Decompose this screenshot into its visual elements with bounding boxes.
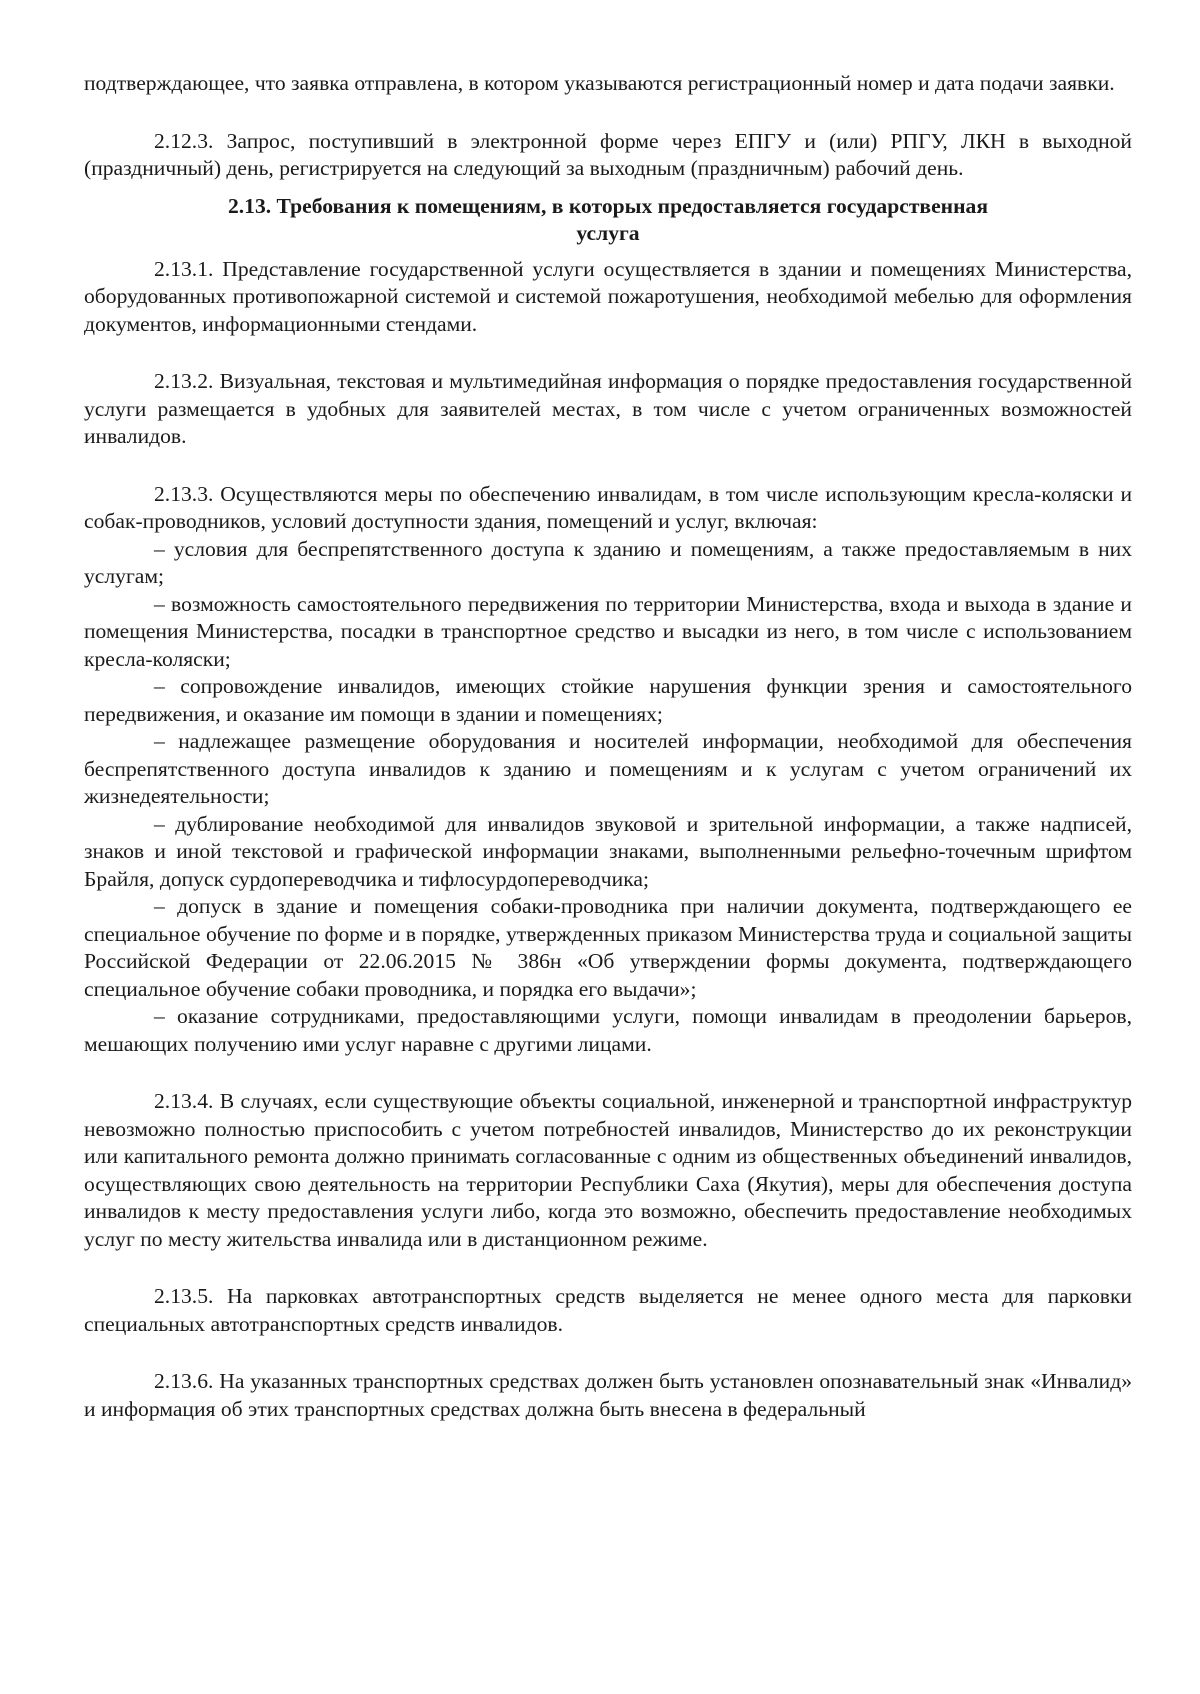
list-item: – дублирование необходимой для инвалидов звуковой и зрительной информации, а также надписей, знаков и иной текстовой и графической информации знаками, выполненными рельефно-точечным шрифтом Брайля, допуск сурдопереводчика и тифлосурдопереводчика; <box>84 811 1132 891</box>
paragraph-intro: подтверждающее, что заявка отправлена, в котором указываются регистрационный номер и дата подачи заявки. <box>84 71 1115 95</box>
section-heading-line-2: услуга <box>576 221 640 245</box>
paragraph-2-13-6: 2.13.6. На указанных транспортных средствах должен быть установлен опознавательный знак «Инвалид» и информация об этих транспортных средствах должна быть внесена в федеральный <box>84 1369 1132 1421</box>
list-item: – возможность самостоятельного передвижения по территории Министерства, входа и выхода в здание и помещения Министерства, посадки в транспортное средство и высадки из него, в том числе с использованием кресла-коляски; <box>84 591 1132 671</box>
paragraph-2-13-3: 2.13.3. Осуществляются меры по обеспечению инвалидам, в том числе использующим кресла-коляски и собак-проводников, условий доступности здания, помещений и услуг, включая: <box>84 481 1132 533</box>
paragraph-2-13-4: 2.13.4. В случаях, если существующие объекты социальной, инженерной и транспортной инфраструктур невозможно полностью приспособить с учетом потребностей инвалидов, Министерство до их реконструкции или капитального ремонта должно принимать согласованные с одним из общественных объединений инвалидов, осуществляющих свою деятельность на территории Республики Саха (Якутия), меры для обеспечения доступа инвалидов к месту предоставления услуги либо, когда это возможно, обеспечить предоставление необходимых услуг по месту жительства инвалида или в дистанционном режиме. <box>84 1089 1132 1251</box>
paragraph-2-12-3: 2.12.3. Запрос, поступивший в электронной форме через ЕПГУ и (или) РПГУ, ЛКН в выходной (праздничный) день, регистрируется на следующий за выходным (праздничным) рабочий день. <box>84 128 1132 180</box>
section-heading-line-1: 2.13. Требования к помещениям, в которых предоставляется государственная <box>227 193 989 218</box>
list-item: – сопровождение инвалидов, имеющих стойкие нарушения функции зрения и самостоятельного передвижения, и оказание им помощи в здании и помещениях; <box>84 674 1132 726</box>
paragraph-2-13-1: 2.13.1. Представление государственной услуги осуществляется в здании и помещениях Министерства, оборудованных противопожарной системой и системой пожаротушения, необходимой мебелью для оформления документов, информационными стендами. <box>84 256 1132 336</box>
paragraph-2-13-5: 2.13.5. На парковках автотранспортных средств выделяется не менее одного места для парковки специальных автотранспортных средств инвалидов. <box>84 1284 1132 1336</box>
list-item: – надлежащее размещение оборудования и носителей информации, необходимой для обеспечения беспрепятственного доступа инвалидов к зданию и помещениям и к услугам с учетом ограничений их жизнедеятельности; <box>84 729 1132 808</box>
document-page <box>84 70 1132 1423</box>
list-item: – условия для беспрепятственного доступа к зданию и помещениям, а также предоставляемым в них услугам; <box>84 536 1132 588</box>
list-item: – оказание сотрудниками, предоставляющими услуги, помощи инвалидам в преодолении барьеров, мешающих получению ими услуг наравне с другими лицами. <box>84 1004 1132 1056</box>
paragraph-2-13-2: 2.13.2. Визуальная, текстовая и мультимедийная информация о порядке предоставления государственной услуги размещается в удобных для заявителей местах, в том числе с учетом ограниченных возможностей инвалидов. <box>84 369 1132 448</box>
list-item: – допуск в здание и помещения собаки-проводника при наличии документа, подтверждающего ее специальное обучение по форме и в порядке, утвержденных приказом Министерства труда и социальной защиты Российской Федерации от 22.06.2015 № 386н «Об утверждении формы документа, подтверждающего специальное обучение собаки проводника, и порядка его выдачи»; <box>84 894 1132 1001</box>
section-heading-2-13 <box>84 193 1132 248</box>
